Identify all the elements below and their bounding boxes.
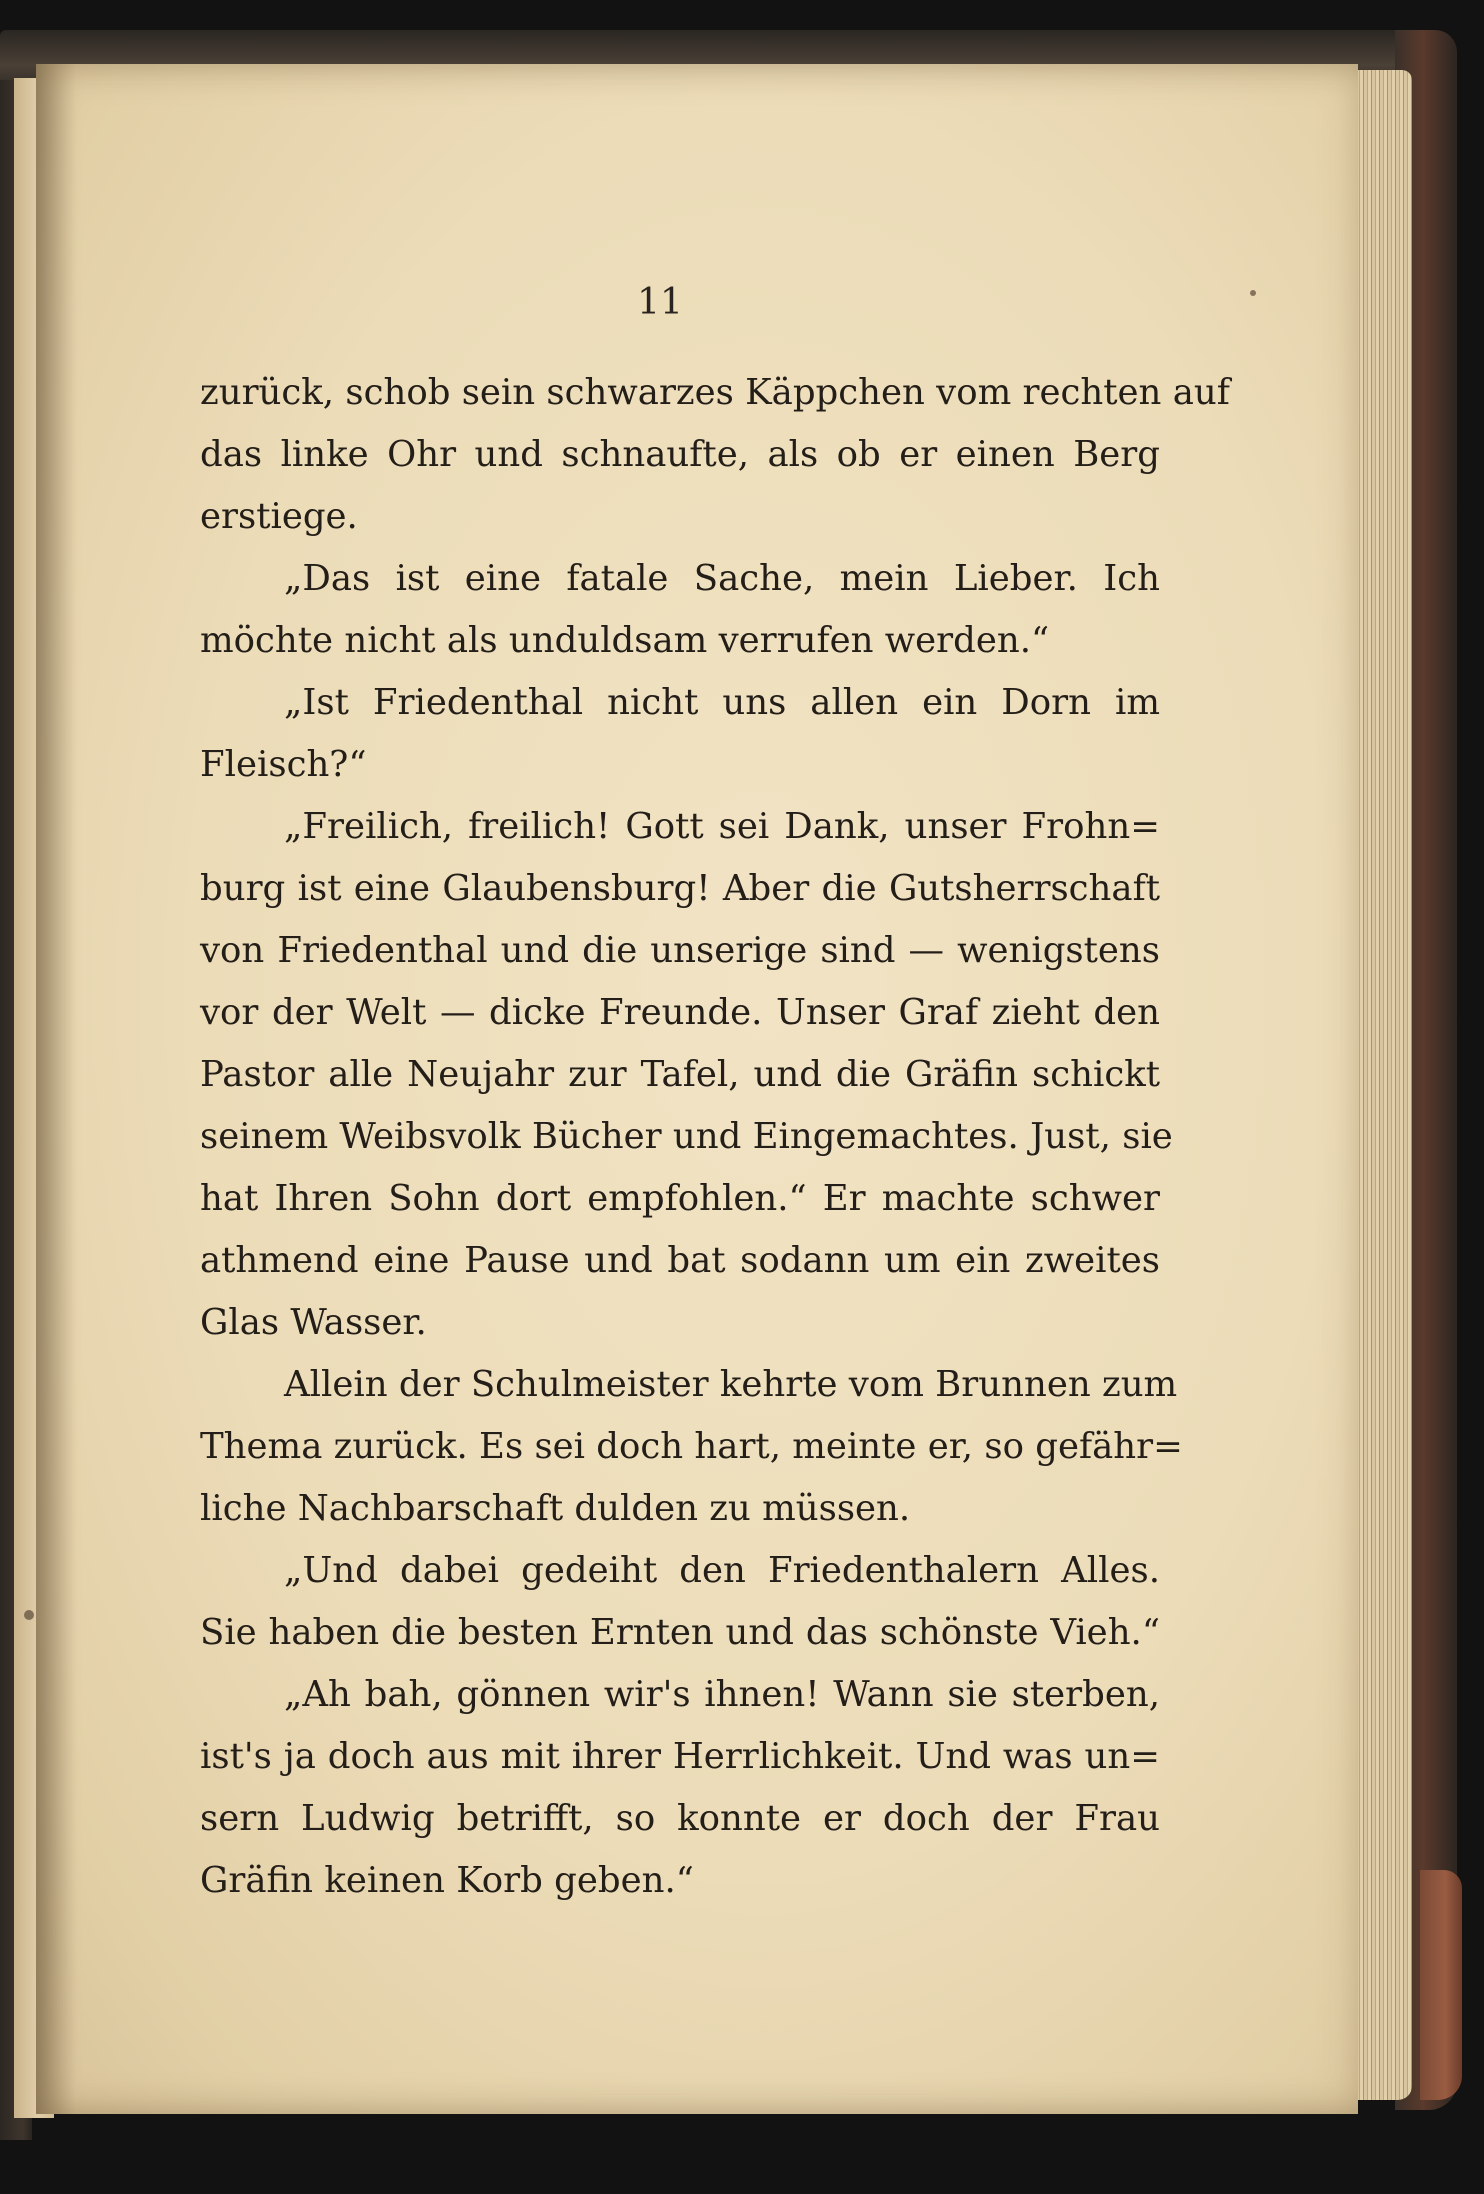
page-text [200, 362, 1230, 1912]
book-corner-leather [1420, 1870, 1462, 2100]
text-line: „Das ist eine fatale Sache, mein Lieber. Ich [284, 558, 1160, 599]
text-line: „Ist Friedenthal nicht uns allen ein Dorn im [284, 682, 1160, 723]
text-line: Pastor alle Neujahr zur Tafel, und die Gräfin schickt [200, 1054, 1160, 1095]
text-line: athmend eine Pause und bat sodann um ein zweites [200, 1240, 1160, 1281]
spine-shadow [36, 64, 76, 2114]
text-line: Glas Wasser. [200, 1302, 427, 1343]
text-line: „Und dabei gedeiht den Friedenthalern Alles. [284, 1550, 1160, 1591]
text-line: Allein der Schulmeister kehrte vom Brunnen zum [284, 1364, 1178, 1405]
text-line: ist's ja doch aus mit ihrer Herrlichkeit. Und was un= [200, 1736, 1160, 1777]
paper-speck [1250, 290, 1256, 296]
text-line: erstiege. [200, 496, 358, 537]
text-line: sern Ludwig betrifft, so konnte er doch der Frau [200, 1798, 1160, 1839]
page-number: 11 [637, 282, 683, 323]
text-line: seinem Weibsvolk Bücher und Eingemachtes. Just, sie [200, 1116, 1173, 1157]
text-line: Gräfin keinen Korb geben.“ [200, 1860, 694, 1901]
text-line: Sie haben die besten Ernten und das schönste Vieh.“ [200, 1612, 1160, 1653]
text-line: möchte nicht als unduldsam verrufen werden.“ [200, 620, 1050, 661]
paper-speck [24, 1610, 34, 1620]
text-line: Fleisch?“ [200, 744, 367, 785]
text-line: das linke Ohr und schnaufte, als ob er einen Berg [200, 434, 1160, 475]
text-line: burg ist eine Glaubensburg! Aber die Gutsherrschaft [200, 868, 1160, 909]
text-line: vor der Welt — dicke Freunde. Unser Graf zieht den [200, 992, 1160, 1033]
text-line: von Friedenthal und die unserige sind — wenigstens [200, 930, 1160, 971]
text-line: „Ah bah, gönnen wir's ihnen! Wann sie sterben, [284, 1674, 1160, 1715]
text-line: „Freilich, freilich! Gott sei Dank, unser Frohn= [284, 806, 1160, 847]
text-line: Thema zurück. Es sei doch hart, meinte er, so gefähr= [200, 1426, 1183, 1467]
text-line: liche Nachbarschaft dulden zu müssen. [200, 1488, 911, 1529]
text-line: zurück, schob sein schwarzes Käppchen vom rechten auf [200, 372, 1230, 413]
text-line: hat Ihren Sohn dort empfohlen.“ Er machte schwer [200, 1178, 1160, 1219]
